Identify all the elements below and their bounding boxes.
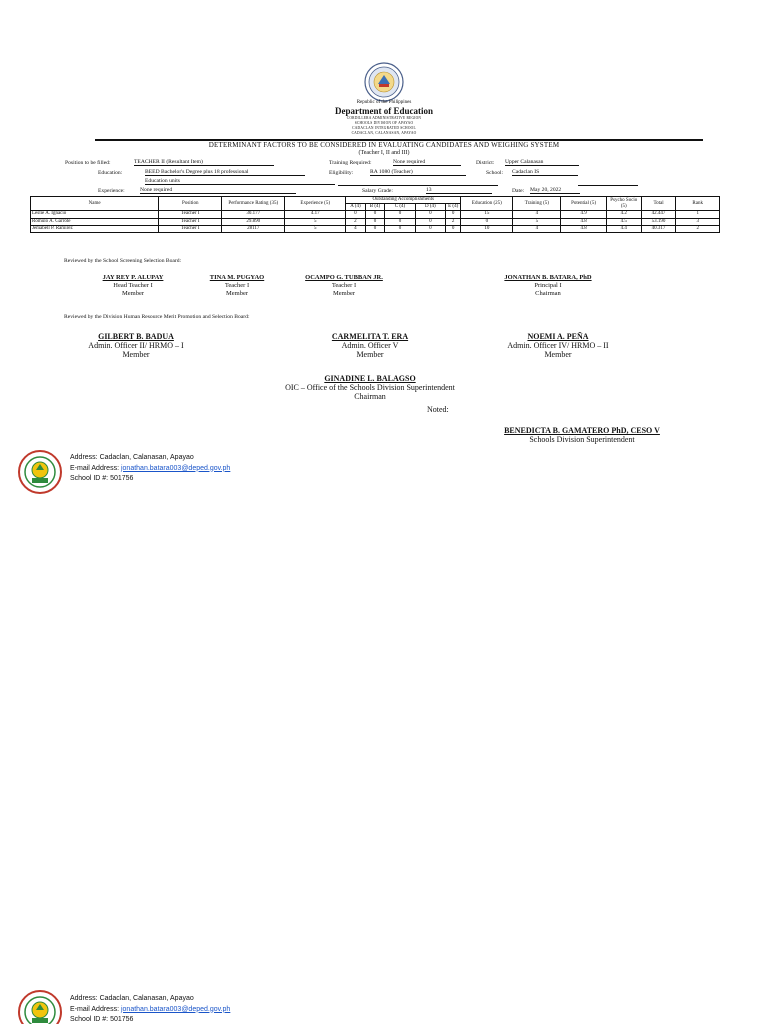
signatory-title: Admin. Officer II/ HRMO – I: [88, 341, 184, 350]
signatory-role: Member: [225, 290, 249, 297]
signatory-balagso: [250, 374, 490, 401]
col-potential-header: Potential (5): [561, 197, 607, 211]
cell-training: 4: [513, 225, 561, 232]
cell-e: 0: [446, 211, 461, 218]
signatory-role: Member: [122, 350, 150, 359]
table-row: [31, 211, 720, 218]
col-name-header: Name: [31, 197, 159, 211]
col-psycho-header: Psycho Socio (5): [606, 197, 641, 211]
cell-b: 0: [365, 218, 385, 225]
footer-email-label: E-mail Address:: [70, 1005, 120, 1013]
education-value: BEED Bachelor's Degree plus 18 professional: [145, 169, 305, 176]
cell-a: 2: [346, 218, 366, 225]
signatory-role: Chairman: [535, 290, 561, 297]
cell-d: 0: [415, 218, 445, 225]
noted-label: Noted:: [427, 405, 449, 414]
col-c-header: C (4): [385, 204, 415, 211]
col-education-header: Education (25): [461, 197, 513, 211]
cell-e: 2: [446, 218, 461, 225]
footer-email-link[interactable]: jonathan.batara003@deped.gov.ph: [120, 1005, 231, 1013]
document-title: DETERMINANT FACTORS TO BE CONSIDERED IN EVALUATING CANDIDATES AND WEIGHING SYSTEM: [208, 141, 560, 149]
col-total-header: Total: [641, 197, 676, 211]
table-row: [31, 225, 720, 232]
region-line: CORDILLERA ADMINISTRATIVE REGION: [346, 116, 422, 120]
district-label: District:: [476, 160, 495, 166]
cell-name: Romulo A. Garrote: [31, 218, 159, 225]
signatory-title: Schools Division Superintendent: [529, 435, 635, 444]
cell-a: 4: [346, 225, 366, 232]
signatory-role: Member: [332, 290, 356, 297]
signatory-alupay: [98, 274, 168, 298]
cell-position: Teacher I: [159, 211, 222, 218]
signatory-badua: [70, 332, 202, 359]
cell-education: 10: [461, 225, 513, 232]
footer-address: Address: Cadaclan, Calanasan, Apayao: [70, 454, 194, 461]
document-subtitle: (Teacher I, II and III): [358, 150, 410, 156]
col-performance-header: Performance Rating (35): [222, 197, 285, 211]
col-training-header: Training (5): [513, 197, 561, 211]
signatory-role: Member: [544, 350, 572, 359]
position-value: TEACHER II (Resultant Item): [134, 159, 274, 166]
hrmpsb-label: Reviewed by the Division Human Resource Merit Promotion and Selection Board:: [64, 314, 250, 320]
location-line: CADACLAN, CALANASAN, APAYAO: [351, 131, 417, 135]
department-name: Department of Education: [335, 106, 433, 116]
signatory-title: OIC – Office of the Schools Division Superintendent: [285, 383, 455, 392]
position-label: Position to be filled:: [65, 160, 111, 166]
training-label: Training Required:: [329, 160, 372, 166]
footer-contact-page2: [70, 994, 230, 1024]
cell-total: 40.317: [641, 225, 676, 232]
cell-e: 0: [446, 225, 461, 232]
blank-line: [578, 185, 638, 186]
cell-c: 0: [385, 218, 415, 225]
footer-contact: [70, 453, 230, 485]
cell-c: 0: [385, 211, 415, 218]
cell-d: 0: [415, 211, 445, 218]
signatory-role: Member: [121, 290, 145, 297]
signatory-role: Chairman: [354, 392, 386, 401]
education-value-continued: Education units: [145, 178, 335, 185]
cell-rank: 2: [676, 225, 720, 232]
cell-position: Teacher I: [159, 225, 222, 232]
signatory-era: [318, 332, 422, 359]
cell-education: 0: [461, 218, 513, 225]
cell-rank: 3: [676, 218, 720, 225]
cell-psycho: 4.2: [606, 211, 641, 218]
col-a-header: A (4): [346, 204, 366, 211]
deped-seal-icon: [364, 62, 404, 102]
col-b-header: B (4): [365, 204, 385, 211]
school-logo-icon: [18, 990, 62, 1024]
republic-line: Republic of the Philippines: [356, 100, 412, 105]
cell-performance: 28117: [222, 225, 285, 232]
signatory-name: TINA M. PUGYAO: [209, 274, 265, 281]
signatory-tubban: [296, 274, 392, 298]
salary-grade-value: 13: [426, 187, 492, 194]
table-row: [31, 218, 720, 225]
training-value: None required: [393, 159, 461, 166]
screening-board-label: Reviewed by the School Screening Selection Board:: [64, 258, 182, 264]
cell-a: 0: [346, 211, 366, 218]
cell-rank: 1: [676, 211, 720, 218]
signatory-name: GILBERT B. BADUA: [98, 332, 174, 341]
cell-position: Teacher I: [159, 218, 222, 225]
cell-experience: 5: [285, 225, 346, 232]
footer-email-label: E-mail Address:: [70, 464, 120, 472]
signatory-title: Principal I: [534, 282, 562, 289]
date-value: May 20, 2022: [530, 187, 580, 194]
date-label: Date:: [512, 188, 525, 194]
signatory-role: Member: [356, 350, 384, 359]
experience-label: Experience:: [98, 188, 125, 194]
cell-performance: 29.890: [222, 218, 285, 225]
cell-experience: 5: [285, 218, 346, 225]
signatory-pugyao: [202, 274, 272, 298]
signatory-title: Teacher I: [224, 282, 250, 289]
cell-potential: 4.8: [561, 218, 607, 225]
col-d-header: D (4): [415, 204, 445, 211]
district-value: Upper Calanasan: [505, 159, 579, 166]
cell-total: 53.190: [641, 218, 676, 225]
cell-potential: 4.9: [561, 211, 607, 218]
evaluation-table: [30, 196, 720, 233]
cell-psycho: 4.5: [606, 218, 641, 225]
signatory-title: Teacher I: [331, 282, 357, 289]
cell-name: Leslie A. Ignacio: [31, 211, 159, 218]
cell-b: 0: [365, 225, 385, 232]
salary-grade-label: Salary Grade:: [362, 188, 393, 194]
cell-training: 4: [513, 211, 561, 218]
footer-school-id: School ID #: 501756: [70, 1016, 134, 1023]
footer-email-link[interactable]: jonathan.batara003@deped.gov.ph: [120, 464, 231, 472]
signatory-pena: [492, 332, 624, 359]
signatory-name: BENEDICTA B. GAMATERO PhD, CESO V: [504, 426, 660, 435]
blank-line: [338, 185, 498, 186]
eligibility-value: RA 1080 (Teacher): [370, 169, 466, 176]
cell-name: Jemabell P. Ramirez: [31, 225, 159, 232]
cell-experience: 4.17: [285, 211, 346, 218]
signatory-name: CARMELITA T. ERA: [331, 332, 409, 341]
cell-psycho: 4.4: [606, 225, 641, 232]
signatory-title: Head Teacher I: [113, 282, 153, 289]
col-position-header: Position: [159, 197, 222, 211]
signatory-name: JONATHAN B. BATARA, PhD: [504, 274, 592, 281]
signatory-title: Admin. Officer V: [341, 341, 399, 350]
experience-value: None required: [140, 187, 296, 194]
signatory-title: Admin. Officer IV/ HRMO – II: [507, 341, 609, 350]
school-label: School:: [486, 170, 504, 176]
cell-b: 0: [365, 211, 385, 218]
cell-total: 42.447: [641, 211, 676, 218]
signatory-name: NOEMI A. PEÑA: [527, 332, 589, 341]
cell-c: 0: [385, 225, 415, 232]
signatory-name: JAY REY P. ALUPAY: [102, 274, 164, 281]
cell-training: 5: [513, 218, 561, 225]
col-outstanding-header: Outstanding Accomplishments: [346, 197, 461, 204]
signatory-batara: [492, 274, 604, 298]
signatory-name: GINADINE L. BALAGSO: [324, 374, 416, 383]
cell-potential: 4.8: [561, 225, 607, 232]
signatory-gamatero: [484, 426, 680, 444]
school-line: CADACLAN INTEGRATED SCHOOL: [352, 126, 416, 130]
col-experience-header: Experience (5): [285, 197, 346, 211]
col-rank-header: Rank: [676, 197, 720, 211]
col-e-header: E (4): [446, 204, 461, 211]
school-logo-icon: [18, 450, 62, 494]
eligibility-label: Eligibility:: [329, 170, 354, 176]
school-value: Cadaclan IS: [512, 169, 578, 176]
division-line: SCHOOLS DIVISION OF APAYAO: [354, 121, 414, 125]
education-label: Education:: [98, 170, 123, 176]
cell-d: 0: [415, 225, 445, 232]
cell-performance: 30.177: [222, 211, 285, 218]
footer-school-id: School ID #: 501756: [70, 475, 134, 482]
signatory-name: OCAMPO G. TUBBAN JR.: [305, 274, 383, 281]
cell-education: 15: [461, 211, 513, 218]
table-header-row: [31, 197, 720, 204]
footer-address: Address: Cadaclan, Calanasan, Apayao: [70, 995, 194, 1002]
